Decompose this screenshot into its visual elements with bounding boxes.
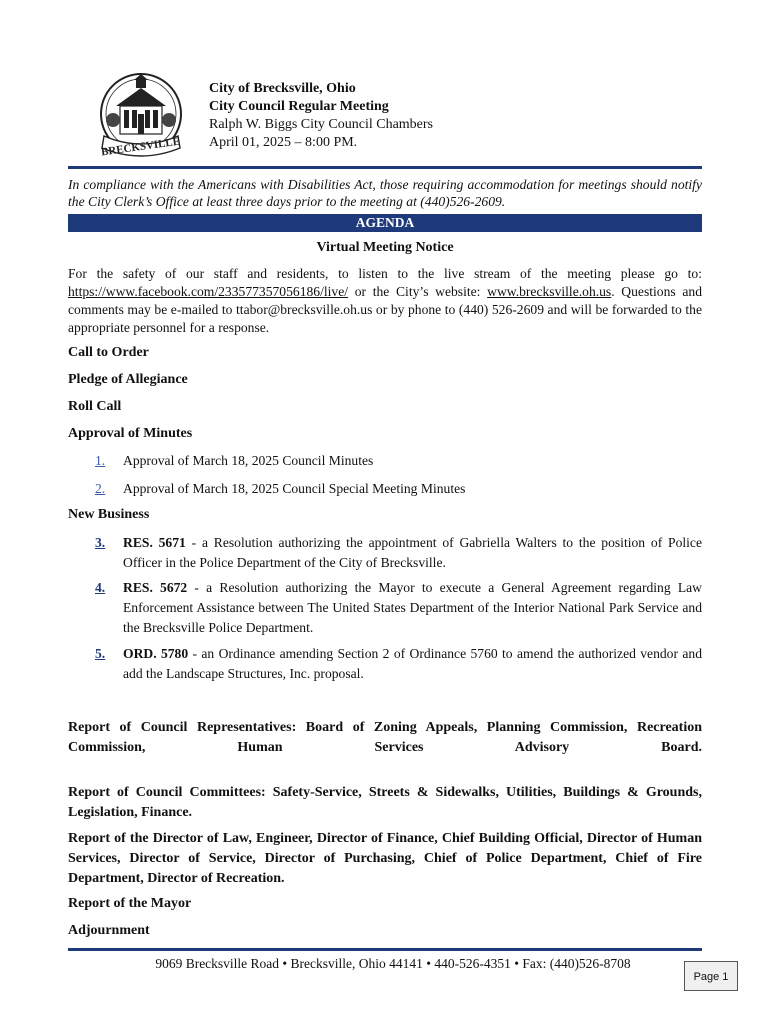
- virtual-text-3: . Questions and comments may be e-mailed to ttabor@brecksville.oh.us or by phone to (440) 526-2609 and will be forwarded to the appropriate personnel for a response.: [68, 284, 702, 335]
- ada-compliance-notice: In compliance with the Americans with Disabilities Act, those requiring accommodation for meetings should notify the City Clerk’s Office at least three days prior to the meeting at (440)526-2609.: [68, 177, 702, 209]
- virtual-meeting-title: Virtual Meeting Notice: [316, 240, 454, 255]
- business-item: [95, 533, 702, 573]
- report-council-committees: [68, 783, 702, 823]
- footer-divider: [68, 948, 702, 951]
- section-adjournment: Adjournment: [68, 923, 150, 938]
- item-text: - a Resolution authorizing the Mayor to execute a General Agreement regarding Law Enforcement Assistance between The United States Department of the Interior National Park Service and the Brecksville Police Department.: [123, 580, 702, 635]
- meeting-datetime: April 01, 2025 – 8:00 PM.: [209, 135, 358, 150]
- section-new-business: New Business: [68, 507, 150, 522]
- section-call-to-order: Call to Order: [68, 345, 149, 360]
- report-text: : Safety-Service, Streets & Sidewalks, Utilities, Buildings & Grounds, Legislation, Finance.: [68, 785, 702, 820]
- minutes-item: [95, 479, 702, 499]
- agenda-banner: AGENDA: [68, 214, 702, 232]
- page-number-badge: Page 1: [684, 961, 738, 991]
- report-directors: Report of the Director of Law, Engineer, Director of Finance, Chief Building Official, Director of Human Services, Director of Service, Director of Purchasing, Chief of Police Department, Chief of Fire Department, Director of Recreation.: [68, 831, 702, 886]
- item-text: Approval of March 18, 2025 Council Special Meeting Minutes: [123, 481, 466, 496]
- virtual-meeting-notice: [68, 265, 702, 337]
- item-number-link[interactable]: 2.: [95, 481, 106, 496]
- item-number-link[interactable]: 4.: [95, 580, 106, 595]
- header-divider: [68, 166, 702, 169]
- business-item: [95, 578, 702, 638]
- item-text: - a Resolution authorizing the appointment of Gabriella Walters to the position of Police Officer in the Police Department of the City of Brecksville.: [123, 535, 702, 570]
- report-council-representatives: [68, 718, 702, 758]
- section-roll-call: Roll Call: [68, 399, 122, 414]
- minutes-item: [95, 451, 702, 471]
- meeting-location: Ralph W. Biggs City Council Chambers: [209, 117, 434, 132]
- report-label: Report of Council Committees: [68, 785, 262, 800]
- business-item: [95, 644, 702, 684]
- city-website-link[interactable]: www.brecksville.oh.us: [487, 284, 612, 299]
- item-text: - an Ordinance amending Section 2 of Ordinance 5760 to amend the authorized vendor and add the Landscape Structures, Inc. proposal.: [123, 646, 702, 681]
- legislation-id: RES. 5672: [123, 580, 188, 595]
- report-text: : Board of Zoning Appeals, Planning Commission, Recreation Commission, Human Services Advisory Board.: [68, 720, 703, 755]
- legislation-id: ORD. 5780: [123, 646, 189, 661]
- legislation-id: RES. 5671: [123, 535, 186, 550]
- city-seal-logo: [98, 70, 184, 162]
- meeting-title: City Council Regular Meeting: [209, 99, 389, 114]
- city-name: City of Brecksville, Ohio: [209, 81, 356, 96]
- item-text: Approval of March 18, 2025 Council Minutes: [123, 453, 374, 468]
- virtual-text-1: For the safety of our staff and residents, to listen to the live stream of the meeting please go to:: [68, 266, 702, 281]
- section-approval-of-minutes: Approval of Minutes: [68, 426, 193, 441]
- item-number-link[interactable]: 3.: [95, 535, 106, 550]
- section-pledge: Pledge of Allegiance: [68, 372, 188, 387]
- footer-address: 9069 Brecksville Road • Brecksville, Ohio 44141 • 440-526-4351 • Fax: (440)526-8708: [155, 956, 631, 971]
- virtual-text-2: or the City’s website:: [348, 284, 488, 299]
- report-label: Report of Council Representatives: [68, 720, 292, 735]
- seal-banner-text: BRECKSVILLE: [100, 135, 181, 159]
- item-number-link[interactable]: 5.: [95, 646, 106, 661]
- item-number-link[interactable]: 1.: [95, 453, 106, 468]
- header-block: [209, 80, 433, 152]
- facebook-live-link[interactable]: https://www.facebook.com/233577357056186/live/: [68, 284, 349, 299]
- section-report-of-mayor: Report of the Mayor: [68, 896, 192, 911]
